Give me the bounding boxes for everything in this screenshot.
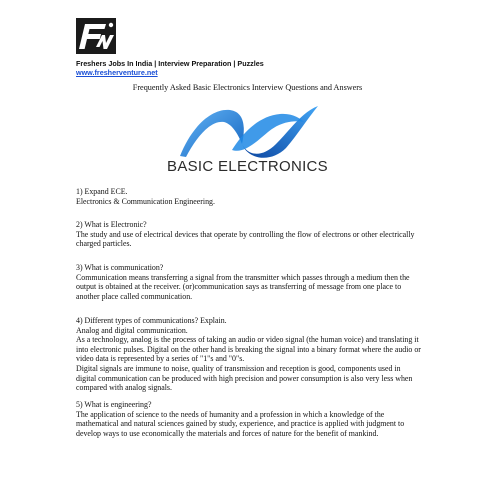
answer: Digital signals are immune to noise, quality of transmission and reception is good, components used in digital communication can be produced with high precision and power consumption is also very less when compared with analog signals.: [76, 363, 413, 393]
qa-item: [76, 316, 421, 393]
question: 2) What is Electronic?: [76, 220, 147, 229]
qa-item: [76, 400, 421, 438]
qa-item: [76, 187, 421, 206]
qa-item: [76, 263, 421, 301]
question: 5) What is engineering?: [76, 400, 152, 409]
question: 1) Expand ECE.: [76, 187, 128, 196]
question: 3) What is communication?: [76, 263, 164, 272]
document-title: Frequently Asked Basic Electronics Interview Questions and Answers: [132, 83, 363, 92]
banner-title: BASIC ELECTRONICS: [167, 158, 328, 175]
answer: The application of science to the needs of humanity and a profession in which a knowledge of the mathematical and natural sciences gained by study, experience, and practice is applied with judgment to develop ways to use economically the materials and forces of nature for the benefit of mankind.: [76, 409, 405, 438]
answer: The study and use of electrical devices that operate by controlling the flow of electrons or other electrically charged particles.: [76, 229, 415, 249]
question: 4) Different types of communications? Explain.: [76, 316, 227, 325]
answer: Electronics & Communication Engineering.: [76, 196, 215, 206]
answer: Analog and digital communication.: [76, 325, 188, 335]
wave-logo-icon: [172, 104, 324, 158]
fresherventure-logo-icon: [76, 18, 116, 54]
site-tagline: Freshers Jobs In India | Interview Preparation | Puzzles: [76, 59, 264, 68]
answer: Communication means transferring a signal from the transmitter which passes through a medium then the output is obtained at the receiver. (or)communication says as transferring of message from one place to another place called communication.: [76, 272, 410, 301]
site-url-link[interactable]: www.fresherventure.net: [76, 68, 158, 77]
answer: As a technology, analog is the process of taking an audio or video signal (the human voice) and translating it into electronic pulses. Digital on the other hand is breaking the signal into a binary format where the audio or video data is represented by a series of "1"s and "0"s.: [76, 335, 421, 364]
qa-item: [76, 220, 421, 249]
